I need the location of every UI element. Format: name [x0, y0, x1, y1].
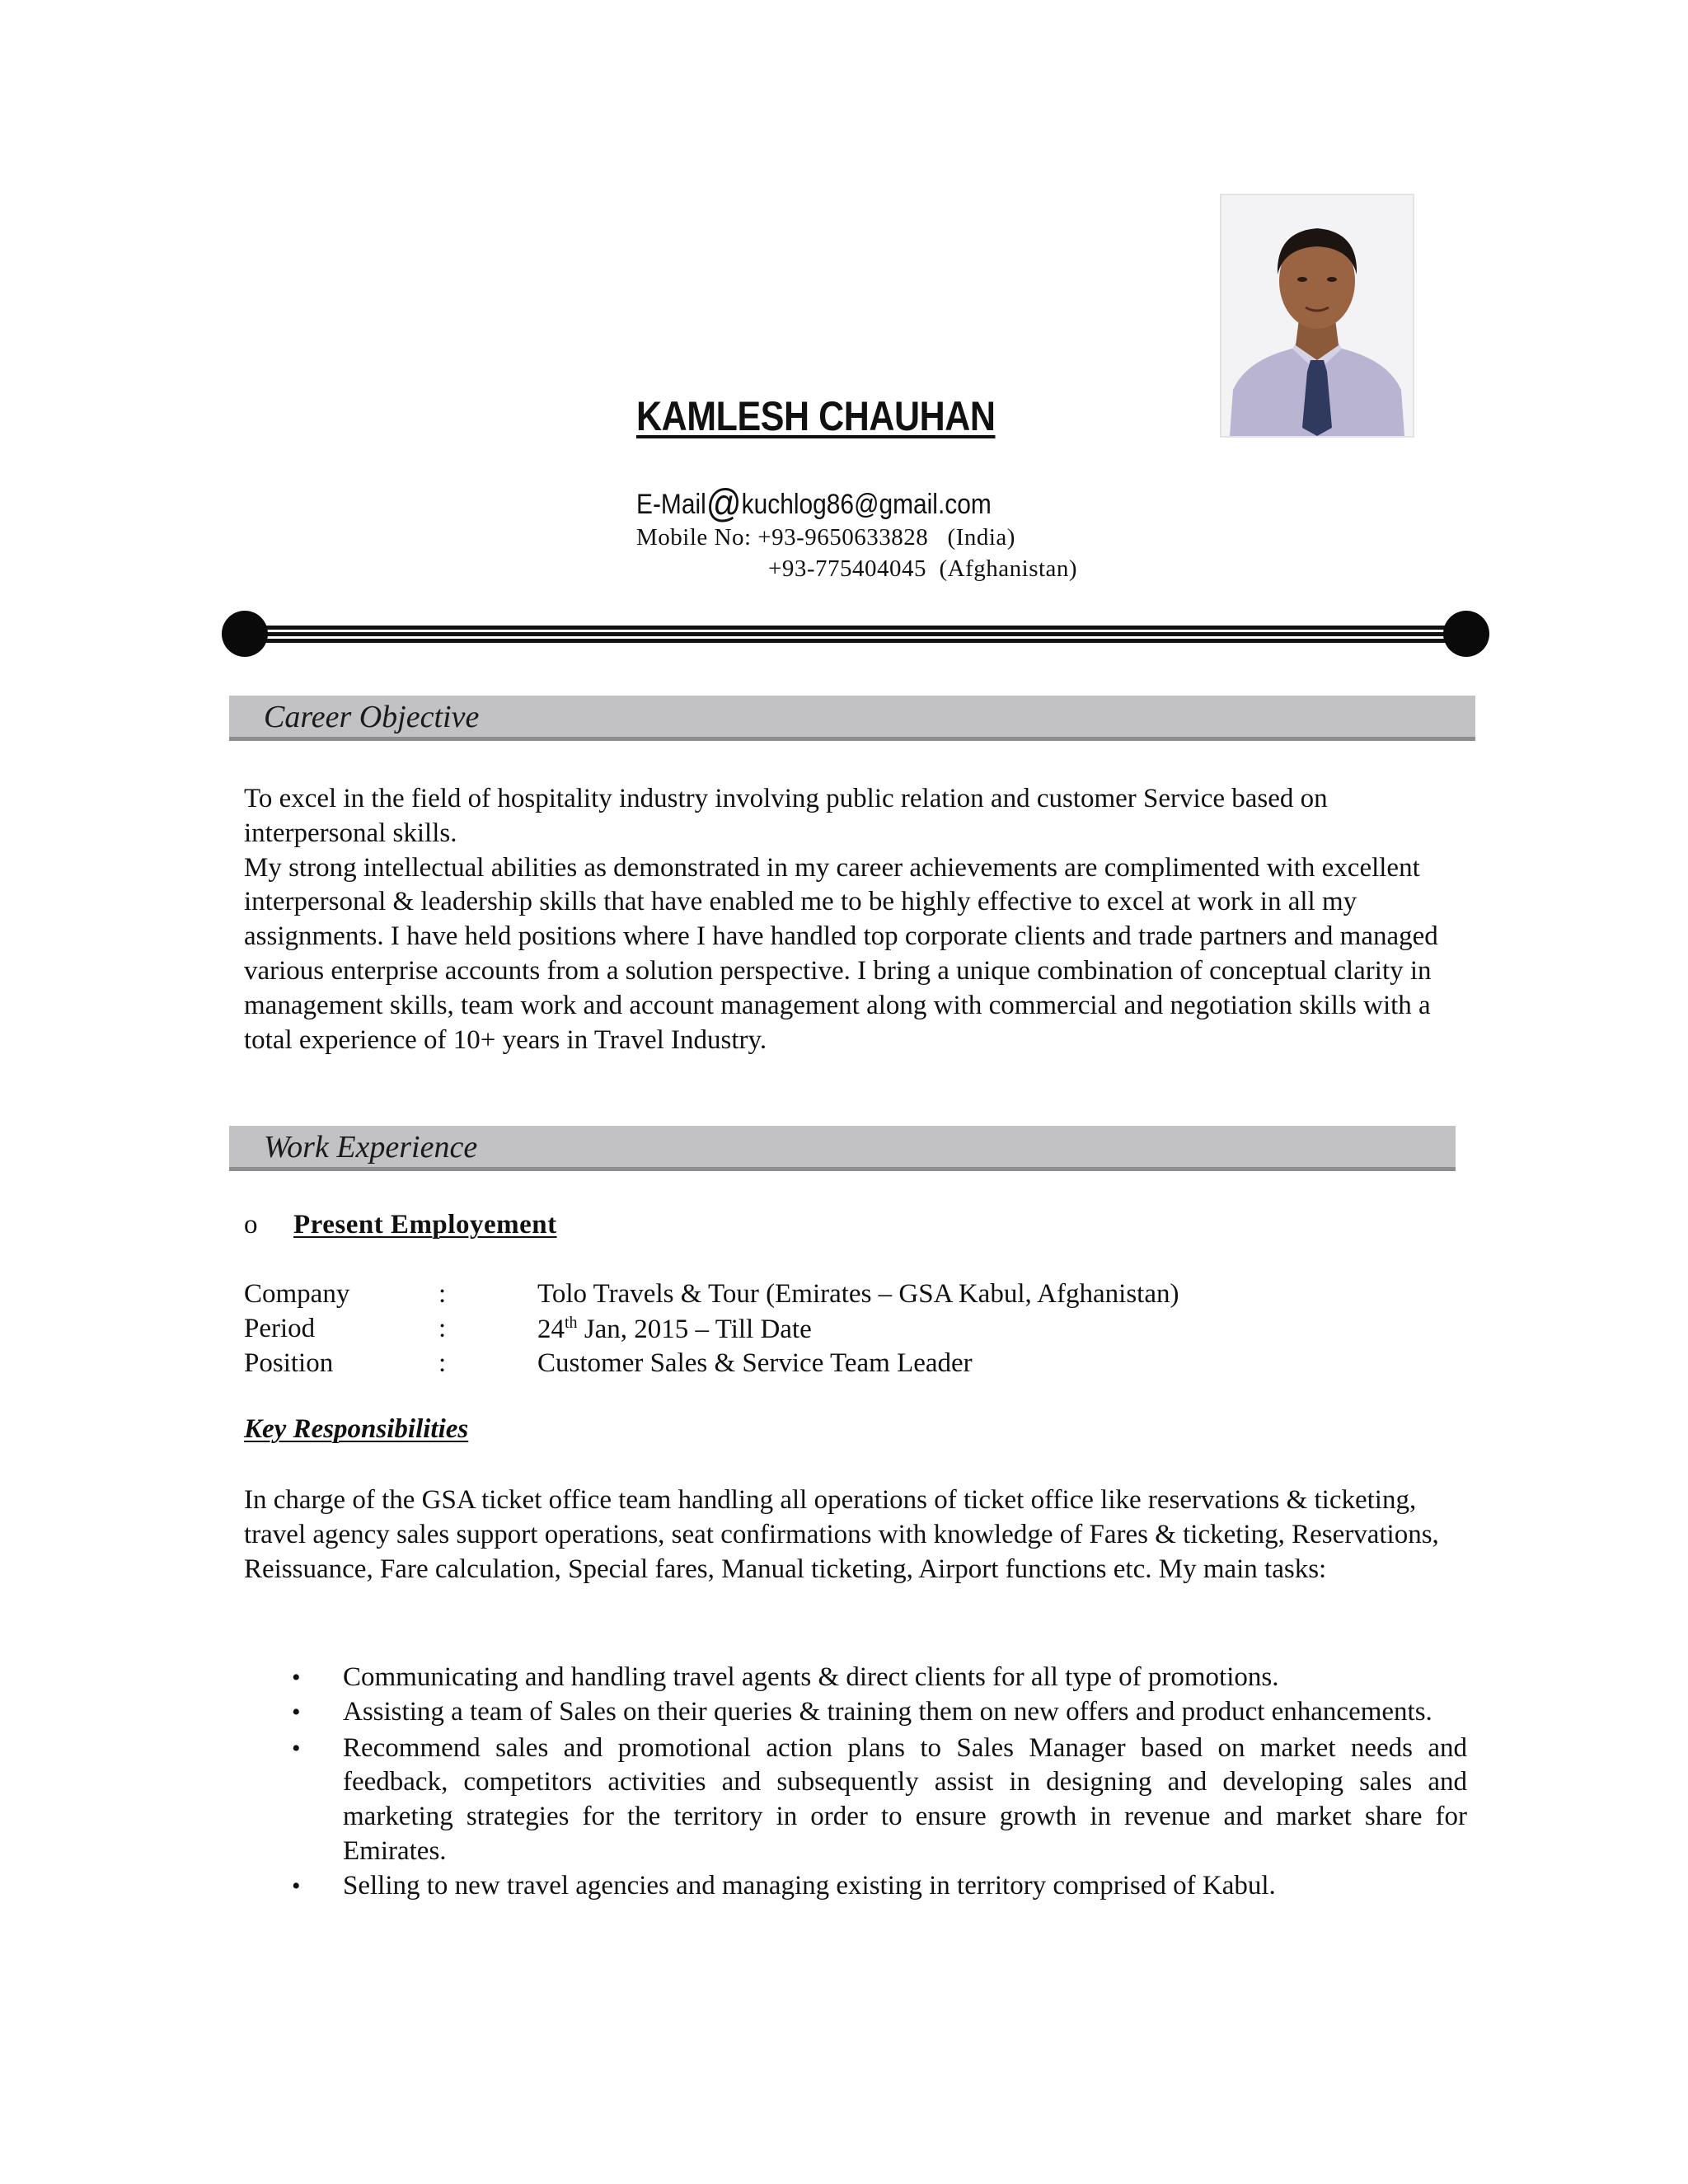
responsibilities-summary — [244, 1483, 1439, 1586]
period-day-suffix: th — [565, 1314, 578, 1332]
key-responsibilities-heading: Key Responsibilities — [244, 1414, 469, 1444]
candidate-name: KAMLESH CHAUHAN — [636, 393, 996, 439]
email-address[interactable]: kuchlog86@gmail.com — [741, 489, 992, 520]
position-value: Customer Sales & Service Team Leader — [537, 1348, 973, 1378]
company-label: Company — [244, 1279, 350, 1309]
career-objective-heading — [229, 696, 1475, 741]
task-list — [244, 1661, 1467, 1905]
period-label: Period — [244, 1314, 316, 1343]
mobile-line-india — [636, 524, 1015, 551]
period-value — [537, 1314, 812, 1345]
career-objective-title: Career Objective — [264, 700, 480, 734]
company-value: Tolo Travels & Tour (Emirates – GSA Kabul, Afghanistan) — [537, 1279, 1179, 1309]
objective-paragraph-1: To excel in the field of hospitality industry involving public relation and customer Service based on interpersonal skills. — [244, 784, 1328, 848]
position-colon: : — [438, 1348, 447, 1378]
present-employment-title: Present Employement — [293, 1210, 557, 1240]
position-label: Position — [244, 1348, 334, 1378]
present-employment-heading — [244, 1210, 557, 1240]
mobile-number-india[interactable]: +93-9650633828 — [757, 524, 929, 551]
list-item: • Assisting a team of Sales on their queries & training them on new offers and product enhancements. — [244, 1695, 1467, 1730]
list-item: • Recommend sales and promotional action plans to Sales Manager based on market needs and feedback, competitors activities and subsequently assist in designing and developing sales and marketing strategies for the territory in order to ensure growth in revenue and market share for Emirates. — [244, 1732, 1467, 1869]
mobile-label: Mobile No: — [636, 524, 752, 551]
list-item: • Selling to new travel agencies and managing existing in territory comprised of Kabul. — [244, 1869, 1467, 1904]
period-colon: : — [438, 1314, 447, 1343]
mobile-country-afghanistan: (Afghanistan) — [939, 555, 1078, 582]
at-sign: @ — [706, 482, 742, 526]
work-experience-title: Work Experience — [264, 1130, 478, 1165]
mobile-number-afghanistan[interactable]: +93-775404045 — [768, 555, 927, 582]
mobile-country-india: (India) — [947, 524, 1015, 551]
email-line — [636, 478, 992, 526]
mobile-line-afghanistan — [768, 555, 1077, 583]
period-rest: Jan, 2015 – Till Date — [577, 1315, 812, 1344]
charge-paragraph: In charge of the GSA ticket office team handling all operations of ticket office like reservations & ticketing, travel agency sales support operations, seat confirmations with knowledge of Fares & ticketing, Reservations, Reissuance, Fare calculation, Special fares, Manual ticketing, Airport functions etc. My main tasks: — [244, 1485, 1439, 1584]
company-colon: : — [438, 1279, 447, 1309]
objective-paragraph-2: My strong intellectual abilities as demonstrated in my career achievements are complimented with excellent interpersonal & leadership skills that have enabled me to be highly effective to excel at work in all my assignments. I have held positions where I have handled top corporate clients and trade partners and managed various enterprise accounts from a solution perspective. I bring a unique combination of conceptual clarity in management skills, team work and account management along with commercial and negotiation skills with a total experience of 10+ years in Travel Industry. — [244, 852, 1438, 1055]
profile-photo — [1220, 194, 1414, 438]
person-portrait-icon — [1221, 195, 1413, 436]
email-label: E-Mail — [636, 489, 706, 520]
list-item: • Communicating and handling travel agents & direct clients for all type of promotions. — [244, 1661, 1467, 1695]
period-day: 24 — [537, 1315, 565, 1344]
header-separator — [221, 610, 1490, 658]
work-experience-heading — [229, 1126, 1456, 1171]
hollow-bullet-icon: o — [244, 1210, 258, 1240]
career-objective-text — [244, 782, 1439, 1057]
